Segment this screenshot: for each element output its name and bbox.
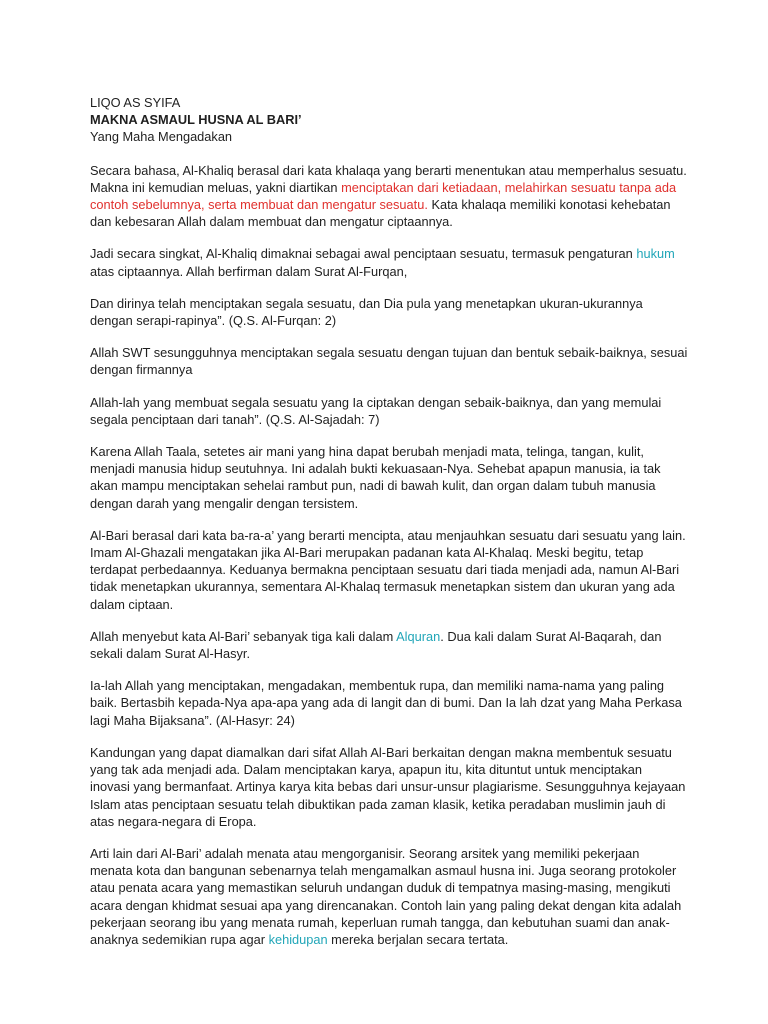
text-line [90, 628, 690, 645]
text-line: terdapat perbedaannya. Keduanya bermakna penciptaan sesuatu dari tiada menjadi ada, namun Al-Bari [90, 562, 680, 578]
text-span: Makna ini kemudian meluas, yakni diartikan [90, 179, 342, 195]
text-span: Kata khalaqa memiliki konotasi kehebatan [427, 197, 671, 213]
text-line: inovasi yang bermanfaat. Artinya karya kita bebas dari unsur-unsur plagiarisme. Sesungguhnya kejayaan [90, 779, 686, 795]
text-line: Islam atas penciptaan sesuatu telah dibuktikan pada zaman klasik, ketika peradaban muslimin jauh di [90, 796, 666, 812]
text-line: dalam ciptaan. [90, 596, 174, 612]
paragraph-6 [90, 443, 690, 512]
text-line: akan mampu menciptakan sehelai rambut pun, nadi di bawah kulit, dan organ dalam tubuh manusia [90, 478, 656, 494]
alquran-link[interactable]: Alquran [396, 628, 441, 644]
text-line: atas ciptaannya. Allah berfirman dalam Surat Al-Furqan, [90, 263, 408, 279]
text-line: Secara bahasa, Al-Khaliq berasal dari kata khalaqa yang berarti menentukan atau memperhalus sesuatu. [90, 162, 687, 178]
document-page [90, 94, 690, 963]
text-line: sekali dalam Surat Al-Hasyr. [90, 646, 251, 662]
text-span: mereka berjalan secara tertata. [327, 931, 509, 947]
text-line: Arti lain dari Al-Bari’ adalah menata atau mengorganisir. Seorang arsitek yang memiliki pekerjaan [90, 845, 640, 861]
text-line: menata kota dan bangunan sebenarnya telah mengamalkan asmaul husna ini. Juga seorang protokoler [90, 863, 677, 879]
text-line: dengan serapi-rapinya”. (Q.S. Al-Furqan: 2) [90, 313, 337, 329]
text-line: Karena Allah Taala, setetes air mani yang hina dapat berubah menjadi mata, telinga, tangan, kulit, [90, 444, 644, 460]
text-line: yang tak ada menjadi ada. Dalam menciptakan karya, apapun itu, kita dituntut untuk menciptakan [90, 762, 643, 778]
paragraph-9 [90, 677, 690, 729]
text-line: Kandungan yang dapat diamalkan dari sifat Allah Al-Bari berkaitan dengan makna membentuk sesuatu [90, 744, 672, 760]
text-line: acara dengan khidmat sesuai apa yang direncanakan. Contoh lain yang paling dekat dengan kita adalah [90, 897, 682, 913]
text-line: segala penciptaan dari tanah”. (Q.S. Al-Sajadah: 7) [90, 411, 380, 427]
kehidupan-link[interactable]: kehidupan [268, 931, 328, 947]
paragraph-7 [90, 527, 690, 613]
hukum-link[interactable]: hukum [636, 246, 675, 262]
text-line: dengan firmannya [90, 362, 193, 378]
paragraph-10 [90, 744, 690, 830]
text-line [90, 196, 690, 213]
text-line: tidak menetapkan ukurannya, sementara Al-Khalaq termasuk menetapkan sistem dan ukuran yang ada [90, 579, 675, 595]
text-line: lagi Maha Bijaksana”. (Al-Hasyr: 24) [90, 712, 295, 728]
paragraph-5 [90, 394, 690, 428]
document-subtitle: Yang Maha Mengadakan [90, 129, 233, 145]
text-line [90, 931, 690, 948]
text-line [90, 245, 690, 262]
text-line: Al-Bari berasal dari kata ba-ra-a’ yang berarti mencipta, atau menjauhkan sesuatu dari sesuatu yang lain. [90, 527, 686, 543]
highlighted-text: contoh sebelumnya, serta membuat dan mengatur sesuatu. [90, 197, 428, 213]
text-line: atas negara-negara di Eropa. [90, 813, 257, 829]
org-name: LIQO AS SYIFA [90, 95, 181, 110]
text-line: Allah SWT sesungguhnya menciptakan segala sesuatu dengan tujuan dan bentuk sebaik-baiknya, sesuai [90, 345, 688, 361]
text-line: dan kebesaran Allah dalam membuat dan mengatur ciptaannya. [90, 214, 453, 230]
text-span: anaknya sedemikian rupa agar [90, 931, 269, 947]
text-span: Allah menyebut kata Al-Bari’ sebanyak tiga kali dalam [90, 628, 397, 644]
text-line: Allah-lah yang membuat segala sesuatu yang Ia ciptakan dengan sebaik-baiknya, dan yang memulai [90, 394, 662, 410]
paragraph-3 [90, 295, 690, 329]
document-header [90, 94, 690, 146]
text-span: . Dua kali dalam Surat Al-Baqarah, dan [440, 628, 662, 644]
text-line: atau penata acara yang memastikan seluruh undangan duduk di tempatnya masing-masing, mengikuti [90, 880, 671, 896]
text-line: Dan dirinya telah menciptakan segala sesuatu, dan Dia pula yang menetapkan ukuran-ukurannya [90, 295, 643, 311]
paragraph-2 [90, 245, 690, 279]
paragraph-4 [90, 344, 690, 378]
text-line: dengan darah yang mengalir dengan tersistem. [90, 495, 359, 511]
text-line: pekerjaan seorang ibu yang menata rumah, keperluan rumah tangga, dan kebutuhan suami dan anak- [90, 914, 670, 930]
text-line: baik. Bertasbih kepada-Nya apa-apa yang ada di langit dan di bumi. Dan Ia lah dzat yang Maha Perkasa [90, 695, 682, 711]
text-line: Ia-lah Allah yang menciptakan, mengadakan, membentuk rupa, dan memiliki nama-nama yang paling [90, 678, 665, 694]
text-line: Imam Al-Ghazali mengatakan jika Al-Bari merupakan padanan kata Al-Khalaq. Meski begitu, tetap [90, 545, 644, 561]
paragraph-11 [90, 845, 690, 948]
paragraph-8 [90, 628, 690, 662]
highlighted-text: menciptakan dari ketiadaan, melahirkan sesuatu tanpa ada [341, 179, 677, 195]
text-line [90, 179, 690, 196]
text-line: menjadi manusia hidup seutuhnya. Ini adalah bukti kekuasaan-Nya. Sehebat apapun manusia, ia tak [90, 461, 661, 477]
paragraph-1 [90, 162, 690, 231]
text-span: Jadi secara singkat, Al-Khaliq dimaknai sebagai awal penciptaan sesuatu, termasuk pengaturan [90, 246, 637, 262]
document-title: MAKNA ASMAUL HUSNA AL BARI’ [90, 112, 302, 128]
